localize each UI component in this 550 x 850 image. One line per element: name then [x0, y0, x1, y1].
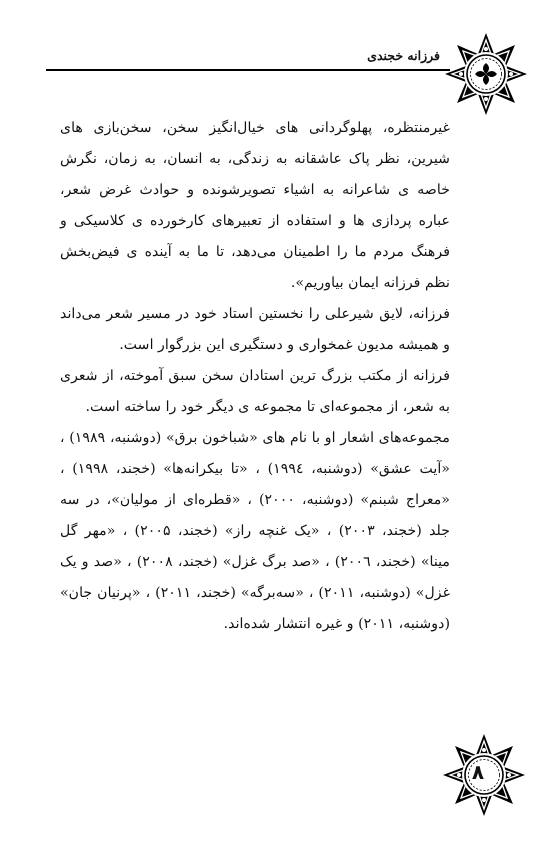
- body-text: [60, 113, 450, 640]
- paragraph: فرزانه، لایق شیرعلی را نخستین استاد خود در مسیر شعر می‌داند و همیشه مدیون غمخواری و دستگیری این بزرگوار است.: [60, 306, 450, 353]
- header-rule: [46, 69, 450, 71]
- star-rosette-ornament-icon: [442, 30, 530, 118]
- paragraph: فرزانه از مکتب بزرگ ترین استادان سخن سبق آموخته، از شعری به شعر، از مجموعه‌ای تا مجموعه ی دیگر خود را ساخته است.: [60, 368, 450, 415]
- page-number: ۸: [471, 760, 485, 784]
- paragraph: غیرمنتظره، پهلوگردانی های خیال‌انگیز سخن، سخن‌بازی های شیرین، نظر پاک عاشقانه به زندگی، به انسان، به زمان، نگرش خاصه ی شاعرانه به اشیاء تصویرشونده و حوادث غرض شعر، عباره پردازی ها و استفاده از تعبیرهای کارخورده ی کلاسیکی و فرهنگ مردم ما را اطمینان می‌دهد، تا ما به آینده ی فیض‌بخش نظم فرزانه ایمان بیاوریم».: [60, 120, 450, 291]
- paragraph: مجموعه‌های اشعار او با نام های «شباخون برق» (دوشنبه، ۱۹۸۹) ، «آیت عشق» (دوشنبه، ۱۹۹٤) ، «تا بیکرانه‌ها» (خجند، ۱۹۹۸) ، «معراج شبنم» (دوشنبه، ۲۰۰۰) ، «قطره‌ای از مولیان»، در سه جلد (خجند، ۲۰۰۳) ، «یک غنچه راز» (خجند، ۲۰۰۵) ، «مهر گل مینا» (خجند، ۲۰۰٦) ، «صد برگ غزل» (خجند، ۲۰۰۸) ، «صد و یک غزل» (دوشنبه، ۲۰۱۱) ، «سه‌برگه» (خجند، ۲۰۱۱) ، «پرنیان جان» (دوشنبه، ۲۰۱۱) و غیره انتشار شده‌اند.: [60, 430, 451, 632]
- running-title: فرزانه خجندی: [367, 48, 440, 63]
